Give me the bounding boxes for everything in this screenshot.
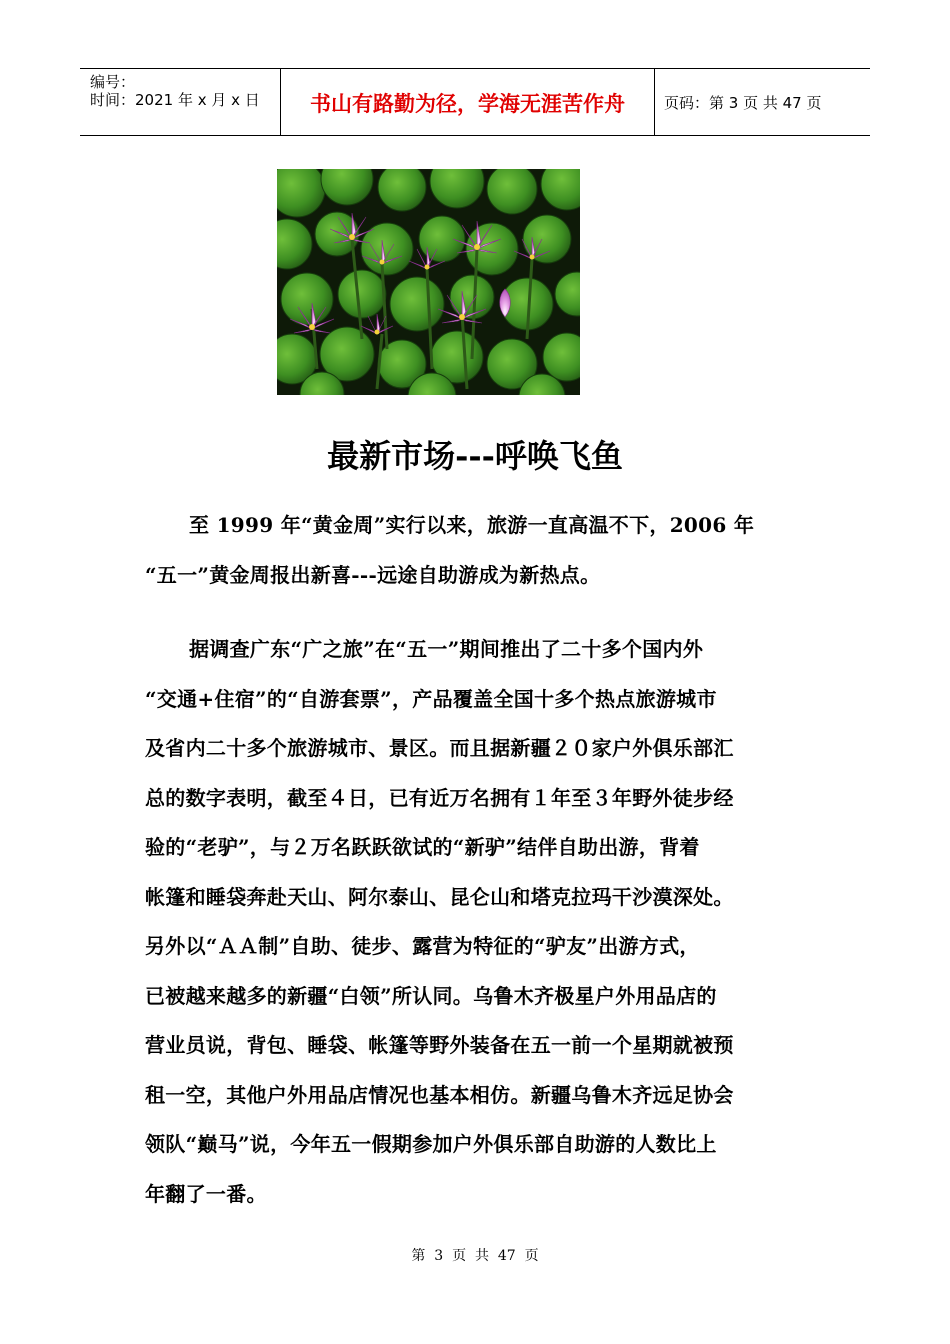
header-page-cell (655, 69, 870, 135)
paragraph-line: 已被越来越多的新疆“白领”所认同。乌鲁木齐极星户外用品店的 (145, 984, 717, 1008)
header-motto: 书山有路勤为径，学海无涯苦作舟 (310, 92, 625, 116)
document-date-label: 时间：2021 年 x 月 x 日 (90, 91, 260, 109)
paragraph-line: 至 1999 年“黄金周”实行以来，旅游一直高温不下，2006 年 (189, 513, 755, 537)
water-lily-photo (277, 169, 580, 395)
paragraph-line: 年翻了一番。 (145, 1182, 267, 1206)
header-page-info: 页码：第 3 页 共 47 页 (664, 94, 822, 112)
header-meta-cell (80, 69, 281, 135)
paragraph-line: 验的“老驴”，与２万名跃跃欲试的“新驴”结伴自助出游，背着 (145, 835, 700, 859)
paragraph-line: 及省内二十多个旅游城市、景区。而且据新疆２０家户外俱乐部汇 (145, 736, 734, 760)
paragraph-line: 领队“巅马”说，今年五一假期参加户外俱乐部自助游的人数比上 (145, 1132, 717, 1156)
header-motto-cell (281, 69, 655, 135)
document-number-label: 编号： (90, 73, 136, 91)
paragraph-line: “五一”黄金周报出新喜---远途自助游成为新热点。 (145, 563, 601, 587)
paragraph-line: “交通+住宿”的“自游套票”，产品覆盖全国十多个热点旅游城市 (145, 687, 717, 711)
paragraph-line: 租一空，其他户外用品店情况也基本相仿。新疆乌鲁木齐远足协会 (145, 1083, 734, 1107)
paragraph-line: 据调查广东“广之旅”在“五一”期间推出了二十多个国内外 (189, 637, 704, 661)
paragraph-line: 总的数字表明，截至４日，已有近万名拥有１年至３年野外徒步经 (145, 786, 734, 810)
page-footer: 第 3 页 共 47 页 (411, 1248, 539, 1264)
paragraph-line: 另外以“ＡＡ制”自助、徒步、露营为特征的“驴友”出游方式， (145, 934, 700, 958)
paragraph-line: 帐篷和睡袋奔赴天山、阿尔泰山、昆仑山和塔克拉玛干沙漠深处。 (145, 885, 734, 909)
page-title: 最新市场---呼唤飞鱼 (327, 437, 623, 475)
document-header (80, 68, 870, 136)
paragraph-line: 营业员说，背包、睡袋、帐篷等野外装备在五一前一个星期就被预 (145, 1033, 734, 1057)
